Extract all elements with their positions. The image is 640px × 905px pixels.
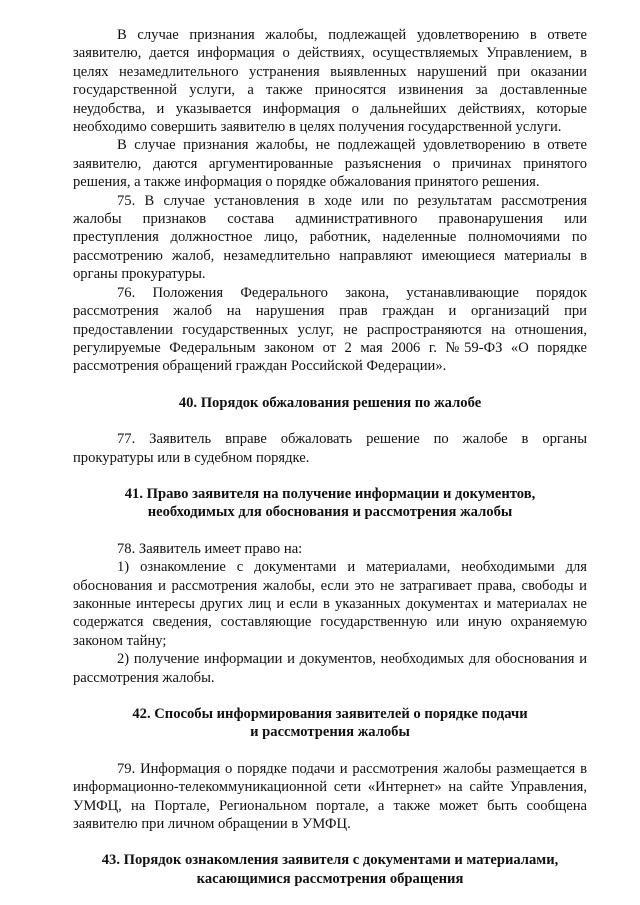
- section-41-title-line1: 41. Право заявителя на получение информации и документов,: [124, 485, 536, 502]
- paragraph-78-item-1: 1) ознакомление с документами и материалами, необходимыми для обоснования и рассмотрения жалобы, если это не затрагивает права, свободы и законные интересы других лиц и если в указанных документах и материалах не содержатся сведения, составляющие государственную или иную охраняемую законом тайну;: [73, 559, 587, 649]
- section-40-title: 40. Порядок обжалования решения по жалобе: [178, 394, 482, 411]
- section-43-heading: [73, 851, 587, 888]
- paragraph-79: 79. Информация о порядке подачи и рассмотрения жалобы размещается в информационно-телекоммуникационной сети «Интернет» на сайте Управления, УМФЦ, на Портале, Региональном портале, а также может быть сообщена заявителю при личном обращении в УМФЦ.: [73, 760, 587, 833]
- paragraph-complaint-satisfied: В случае признания жалобы, подлежащей удовлетворению в ответе заявителю, дается информация о действиях, осуществляемых Управлением, в целях незамедлительного устранения выявленных нарушений при оказании государственной услуги, а также приносятся извинения за доставленные неудобства, и указывается информация о дальнейших действиях, которые необходимо совершить заявителю в целях получения государственной услуги.: [73, 27, 587, 136]
- section-40-heading: [73, 394, 587, 412]
- paragraph-78: 78. Заявитель имеет право на:: [117, 540, 303, 557]
- section-43-title-line1: 43. Порядок ознакомления заявителя с документами и материалами,: [101, 852, 559, 869]
- section-43-title-line2: касающимися рассмотрения обращения: [196, 870, 464, 887]
- paragraph-77: 77. Заявитель вправе обжаловать решение по жалобе в органы прокуратуры или в судебном порядке.: [73, 431, 587, 466]
- section-41-heading: [73, 485, 587, 522]
- section-42-title-line2: и рассмотрения жалобы: [250, 724, 410, 741]
- paragraph-76: 76. Положения Федерального закона, устанавливающие порядок рассмотрения жалоб на нарушения прав граждан и организаций при предоставлении государственных услуг, не распространяются на отношения, регулируемые Федеральным законом от 2 мая 2006 г. №59-ФЗ «О порядке рассмотрения обращений граждан Российской Федерации».: [73, 284, 587, 375]
- section-42-title-line1: 42. Способы информирования заявителей о порядке подачи: [132, 706, 528, 722]
- section-41-title-line2: необходимых для обоснования и рассмотрения жалобы: [147, 504, 513, 521]
- paragraph-complaint-rejected: В случае признания жалобы, не подлежащей удовлетворению в ответе заявителю, даются аргументированные разъяснения о причинах принятого решения, а также информация о порядке обжалования принятого решения.: [73, 137, 587, 191]
- document-body: [73, 26, 587, 888]
- section-42-heading: [73, 705, 587, 742]
- paragraph-78-item-2: 2) получение информации и документов, необходимых для обоснования и рассмотрения жалобы.: [73, 651, 587, 686]
- paragraph-75: 75. В случае установления в ходе или по результатам рассмотрения жалобы признаков состава административного правонарушения или преступления должностное лицо, работник, наделенные полномочиями по рассмотрению жалоб, незамедлительно направляют имеющиеся материалы в органы прокуратуры.: [73, 192, 587, 283]
